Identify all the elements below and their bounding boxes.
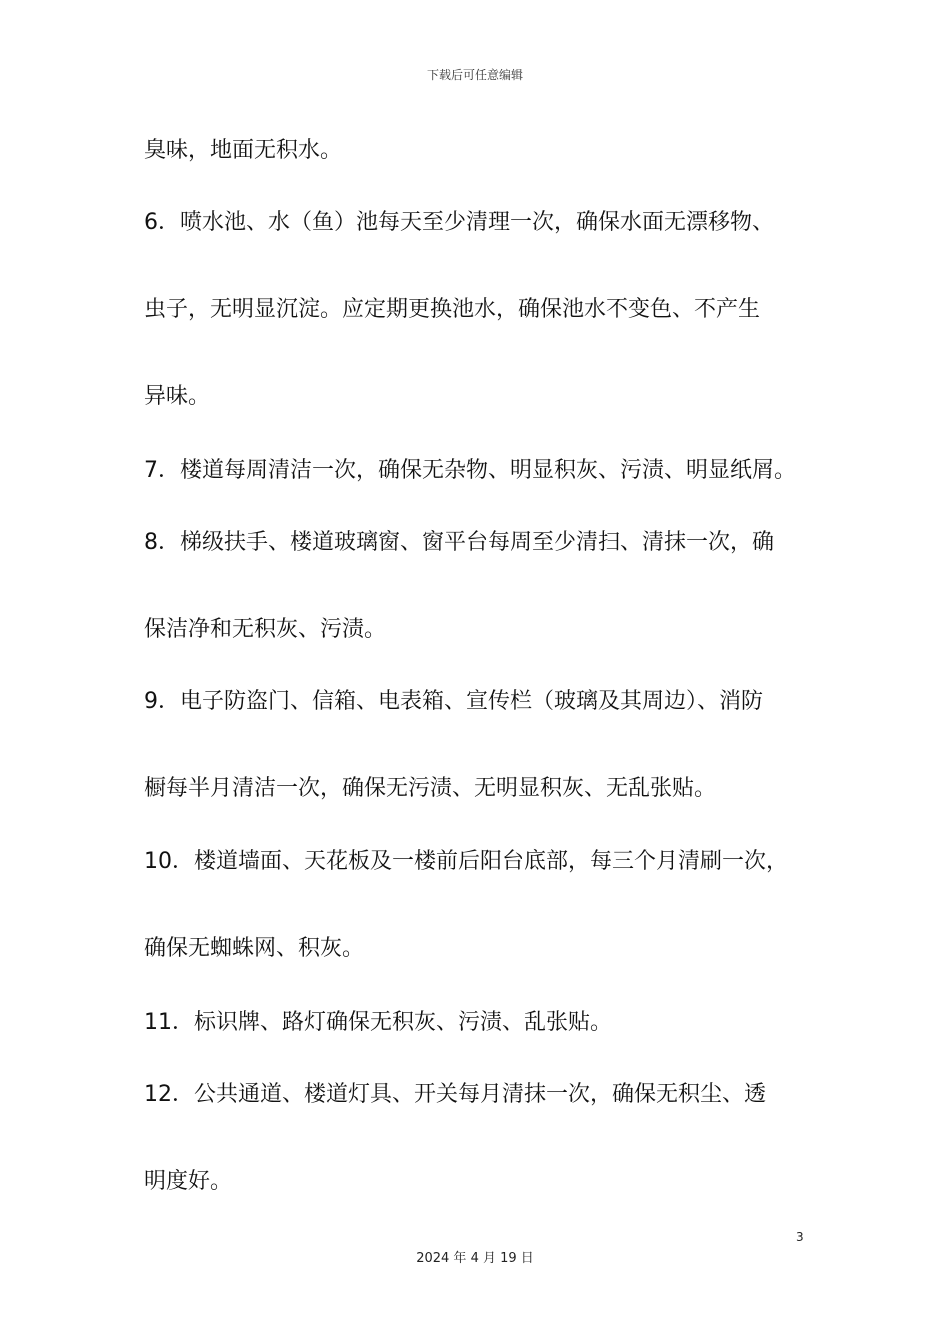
body-line: 10．楼道墙面、天花板及一楼前后阳台底部，每三个月清刷一次， <box>144 849 788 874</box>
page-header: 下载后可任意编辑 <box>426 68 523 82</box>
body-line: 明度好。 <box>144 1169 233 1194</box>
body-line: 虫子，无明显沉淀。应定期更换池水，确保池水不变色、不产生 <box>144 297 761 322</box>
body-line: 确保无蜘蛛网、积灰。 <box>144 936 365 961</box>
body-line: 异味。 <box>144 384 211 409</box>
body-line: 7．楼道每周清洁一次，确保无杂物、明显积灰、污渍、明显纸屑。 <box>144 458 796 483</box>
body-line: 臭味，地面无积水。 <box>144 138 343 163</box>
body-line: 6．喷水池、水（鱼）池每天至少清理一次，确保水面无漂移物、 <box>144 210 774 235</box>
footer-date: 2024 年 4 月 19 日 <box>416 1251 534 1266</box>
body-line: 橱每半月清洁一次，确保无污渍、无明显积灰、无乱张贴。 <box>144 776 717 801</box>
body-line: 保洁净和无积灰、污渍。 <box>144 617 387 642</box>
body-line: 9．电子防盗门、信箱、电表箱、宣传栏（玻璃及其周边）、消防 <box>144 689 763 714</box>
page-number: 3 <box>796 1230 804 1244</box>
body-line: 12．公共通道、楼道灯具、开关每月清抹一次，确保无积尘、透 <box>144 1082 766 1107</box>
body-line: 11．标识牌、路灯确保无积灰、污渍、乱张贴。 <box>144 1010 612 1035</box>
body-line: 8．梯级扶手、楼道玻璃窗、窗平台每周至少清扫、清抹一次，确 <box>144 530 774 555</box>
